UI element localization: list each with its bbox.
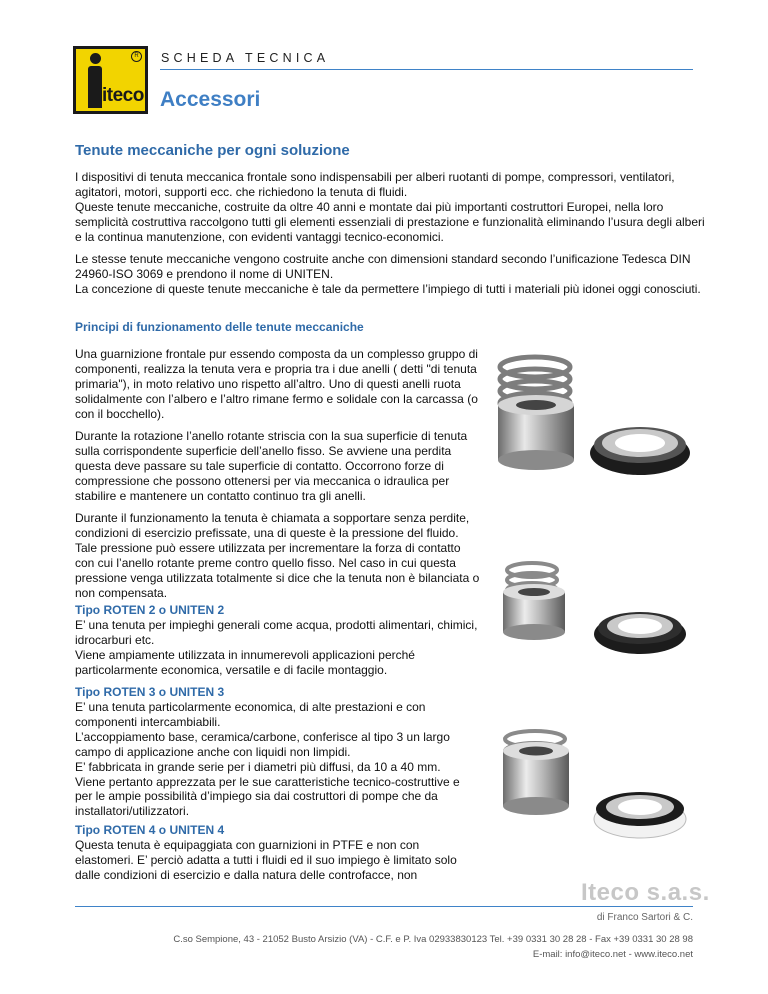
paragraph: Durante la rotazione l’anello rotante striscia con la sua superficie di tenuta sulla corrispondente superficie dell’anello fisso. Se avviene una perdita questa deve passare su tale superficie di contatto. Occorrono forze di compressione che possono ottenersi per via meccanica o idraulica per stabilire e mantenere un contatto continuo tra gli anelli. (75, 429, 468, 503)
paragraph: E’ fabbricata in grande serie per i diametri più diffusi, da 10 a 40 mm. (75, 759, 441, 774)
registered-icon: R (131, 51, 142, 62)
paragraph: L’accoppiamento base, ceramica/carbone, conferisce al tipo 3 un largo campo di applicazione anche con liquidi non limpidi. (75, 729, 450, 759)
type-description (75, 838, 480, 883)
type-description (75, 700, 480, 819)
logo-wordmark: iteco (102, 85, 144, 106)
paragraph: Durante il funzionamento la tenuta è chiamata a sopportare senza perdite, condizioni di esercizio prefissate, una di queste è la pressione del fluido. Tale pressione può essere utilizzata per incrementare la forza di contatto con cui l’anello rotante preme contro quello fisso. Nel caso in cui questa pressione venga utilizzata totalmente si dice che la tenuta non è bilanciata o non compensata. (75, 511, 480, 600)
company-logo (73, 46, 148, 114)
paragraph: Questa tenuta è equipaggiata con guarnizioni in PTFE e non con elastomeri. E’ perciò adatta a tutti i fluidi ed il suo impiego è limitato solo dalle condizioni di esercizio e dalla natura delle controfacce, non (75, 838, 457, 882)
footer-contact: E-mail: info@iteco.net - www.iteco.net (532, 949, 693, 960)
intro-block-1 (75, 170, 705, 245)
mechanical-seal-photo (490, 558, 700, 668)
paragraph: I dispositivi di tenuta meccanica frontale sono indispensabili per alberi ruotanti di pompe, compressori, ventilatori, agitatori, motori, supporti ecc. che richiedono la tenuta di fluidi. (75, 170, 675, 199)
type-heading: Tipo ROTEN 2 o UNITEN 2 (75, 603, 225, 617)
footer-divider (75, 906, 693, 907)
paragraph: Una guarnizione frontale pur essendo composta da un complesso gruppo di componenti, realizza la tenuta vera e propria tra i due anelli ( detti "di tenuta primaria"), in moto relativo uno rispetto all’altro. Uno di questi anelli ruota solidalmente con l’albero e l’altro rimane fermo e solidale con la carcassa (o con il bocchello). (75, 347, 478, 421)
type-heading: Tipo ROTEN 3 o UNITEN 3 (75, 685, 225, 699)
mechanical-seal-photo (490, 725, 700, 845)
intro-block-2 (75, 252, 705, 297)
paragraph: E’ una tenuta particolarmente economica, di alte prestazioni e con componenti intercambiabili. (75, 700, 426, 729)
footer-brand: Iteco s.a.s. (581, 879, 710, 906)
page-title: Tenute meccaniche per ogni soluzione (75, 142, 350, 159)
paragraph: Viene ampiamente utilizzata in innumerevoli applicazioni perché particolarmente economica, versatile e di facile montaggio. (75, 647, 415, 677)
paragraph: Viene pertanto apprezzata per le sue caratteristiche tecnico-costruttive e per le ampie possibilità d’impiego sia dai costruttori di pompe che da installatori/utilizzatori. (75, 774, 460, 819)
paragraph: E’ una tenuta per impieghi generali come acqua, prodotti alimentari, chimici, idrocarburi etc. (75, 618, 478, 647)
section-title: Accessori (160, 88, 261, 111)
paragraph: Queste tenute meccaniche, costruite da oltre 40 anni e montate dai più importanti costruttori Europei, nella loro semplicità costruttiva raccolgono tutti gli elementi essenziali di prestazione e funzionalità eliminando l’usura degli alberi e la continua manutenzione, con evidenti vantaggi tecnico-economici. (75, 199, 705, 244)
paragraph: La concezione di queste tenute meccaniche è tale da permettere l’impiego di tutti i materiali più idonei oggi conosciuti. (75, 281, 701, 296)
mechanical-seal-photo (490, 345, 700, 495)
paragraph: Le stesse tenute meccaniche vengono costruite anche con dimensioni standard secondo l’unificazione Tedesca DIN 24960-ISO 3069 e prendono il nome di UNITEN. (75, 252, 691, 281)
header-divider (160, 69, 693, 70)
type-heading: Tipo ROTEN 4 o UNITEN 4 (75, 823, 225, 837)
type-description (75, 618, 480, 678)
document-type: SCHEDA TECNICA (161, 51, 330, 65)
footer-address: C.so Sempione, 43 - 21052 Busto Arsizio (VA) - C.F. e P. Iva 02933830123 Tel. +39 0331 30 28 28 - Fax +39 0331 30 28 98 (173, 934, 693, 945)
principles-heading: Principi di funzionamento delle tenute meccaniche (75, 320, 364, 334)
footer-owner: di Franco Sartori & C. (596, 912, 693, 923)
